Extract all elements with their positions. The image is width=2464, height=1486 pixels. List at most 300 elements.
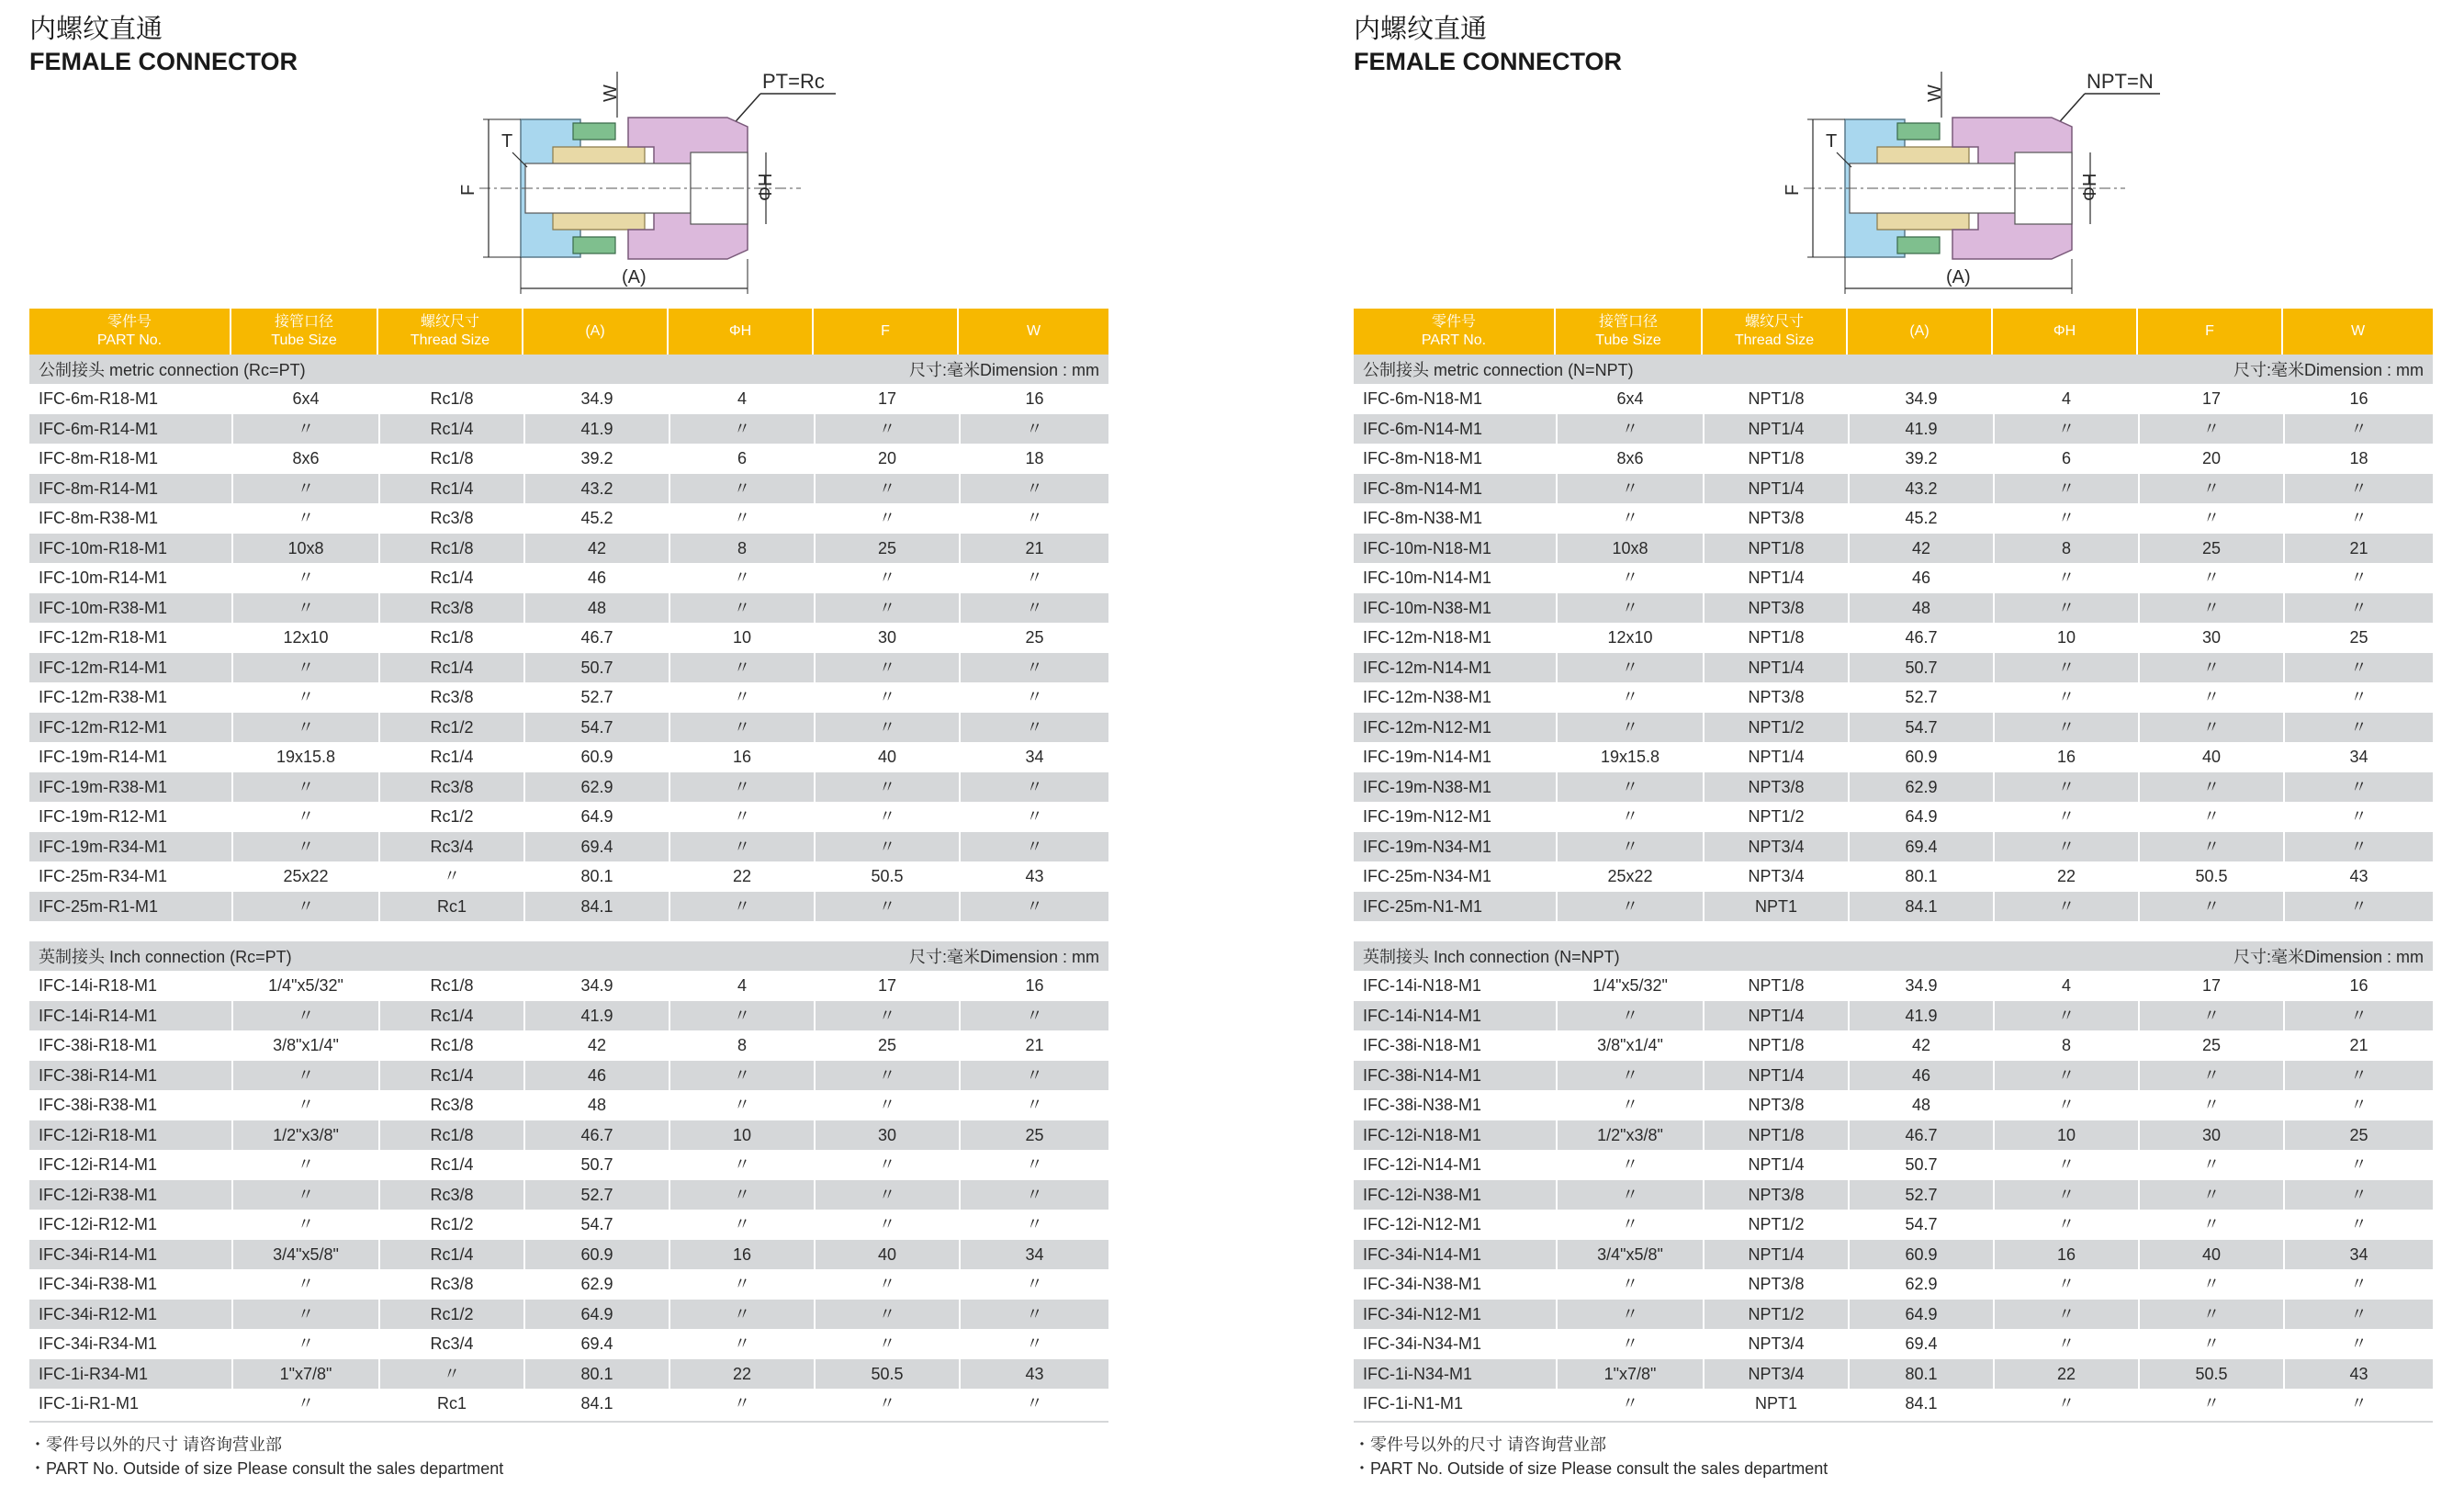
cell-dim-phih: 〃: [669, 1210, 814, 1240]
cell-part-no: IFC-19m-R38-M1: [39, 777, 168, 796]
cell-part-no: IFC-10m-R18-M1: [39, 538, 168, 557]
cell-dim-a: 84.1: [1848, 1389, 1993, 1419]
cell-dim-w: 34: [2283, 742, 2433, 772]
section-gap: [1354, 921, 2433, 941]
cell-dim-f: 〃: [814, 802, 959, 832]
cell-dim-phih: 〃: [1993, 713, 2138, 743]
table-row: [1354, 1389, 2433, 1419]
cell-part-no: IFC-12m-N12-M1: [1363, 717, 1492, 737]
cell-dim-phih: 〃: [669, 892, 814, 922]
cell-dim-phih: 〃: [669, 682, 814, 713]
column-header-en: Tube Size: [271, 332, 337, 348]
cell-tube-size: 〃: [231, 1210, 378, 1240]
cell-dim-a: 46: [1848, 1061, 1993, 1091]
cell-tube-size: 8x6: [231, 444, 378, 474]
cell-tube-size: 〃: [1556, 802, 1703, 832]
cell-tube-size: 10x8: [1556, 534, 1703, 564]
cell-part-no: IFC-8m-R18-M1: [39, 449, 159, 467]
section-header: [1354, 355, 2433, 384]
cell-dim-phih: 〃: [669, 593, 814, 624]
cell-dim-phih: 〃: [669, 503, 814, 534]
cell-thread-size: NPT1/2: [1703, 1300, 1848, 1330]
cell-dim-phih: 4: [669, 384, 814, 414]
section-header: [29, 941, 1108, 971]
cell-dim-a: 42: [1848, 534, 1993, 564]
cell-tube-size: 19x15.8: [231, 742, 378, 772]
cell-dim-w: 43: [959, 861, 1108, 892]
cell-part-no: IFC-12i-N38-M1: [1363, 1185, 1482, 1204]
cell-dim-w: 〃: [959, 1269, 1108, 1300]
table-row: [29, 1389, 1108, 1419]
cell-dim-phih: 〃: [669, 414, 814, 445]
cell-dim-w: 16: [2283, 971, 2433, 1001]
cell-dim-w: 43: [959, 1359, 1108, 1390]
column-header-en: Tube Size: [1595, 332, 1661, 348]
cell-dim-a: 41.9: [1848, 1001, 1993, 1031]
cell-tube-size: 〃: [1556, 414, 1703, 445]
cell-dim-a: 46.7: [1848, 1120, 1993, 1151]
cell-thread-size: NPT1/4: [1703, 1061, 1848, 1091]
cell-dim-phih: 6: [669, 444, 814, 474]
cell-thread-size: NPT3/8: [1703, 503, 1848, 534]
cell-dim-a: 41.9: [523, 414, 669, 445]
cell-dim-a: 48: [523, 1090, 669, 1120]
cell-tube-size: 3/8"x1/4": [231, 1030, 378, 1061]
cell-tube-size: 〃: [1556, 832, 1703, 862]
cell-dim-phih: 16: [1993, 742, 2138, 772]
table-row: [1354, 861, 2433, 892]
column-header-cn: 螺纹尺寸: [1744, 314, 1804, 330]
cell-tube-size: 6x4: [231, 384, 378, 414]
column-header-cn: ΦH: [2053, 323, 2076, 339]
cell-dim-w: 〃: [2283, 1180, 2433, 1210]
cell-dim-w: 〃: [959, 414, 1108, 445]
table-row: [1354, 474, 2433, 504]
table-row: [29, 802, 1108, 832]
cell-thread-size: Rc1: [378, 892, 523, 922]
grip-ring-top: [573, 123, 615, 140]
cell-thread-size: NPT1/8: [1703, 444, 1848, 474]
table-row: [29, 832, 1108, 862]
cell-part-no: IFC-12m-R14-M1: [39, 658, 168, 677]
cell-tube-size: 〃: [1556, 713, 1703, 743]
column-header-thread-size: [378, 309, 523, 355]
table-row: [1354, 593, 2433, 624]
page-title-en: FEMALE CONNECTOR: [1354, 48, 1623, 75]
cell-part-no: IFC-14i-R18-M1: [39, 976, 158, 995]
cell-part-no: IFC-6m-N14-M1: [1363, 419, 1483, 438]
cell-dim-a: 46: [523, 1061, 669, 1091]
section-unit: 尺寸:毫米Dimension : mm: [2233, 948, 2424, 966]
cell-dim-phih: 〃: [1993, 1210, 2138, 1240]
cell-dim-w: 〃: [959, 1090, 1108, 1120]
column-header-tube-size: [1556, 309, 1703, 355]
cell-tube-size: 〃: [231, 832, 378, 862]
table-row: [1354, 772, 2433, 803]
cell-part-no: IFC-12i-N18-M1: [1363, 1125, 1482, 1144]
cell-part-no: IFC-14i-N18-M1: [1363, 976, 1482, 995]
cell-part-no: IFC-12i-R38-M1: [39, 1185, 158, 1204]
cell-dim-a: 39.2: [523, 444, 669, 474]
cell-dim-phih: 〃: [669, 832, 814, 862]
cell-dim-f: 〃: [814, 593, 959, 624]
cell-dim-a: 52.7: [1848, 1180, 1993, 1210]
cell-dim-phih: 10: [1993, 1120, 2138, 1151]
cell-dim-f: 〃: [2138, 1150, 2283, 1180]
table-row: [29, 623, 1108, 653]
cell-dim-w: 34: [959, 1240, 1108, 1270]
cell-thread-size: Rc3/8: [378, 772, 523, 803]
cell-dim-a: 52.7: [523, 1180, 669, 1210]
cell-dim-w: 〃: [2283, 1300, 2433, 1330]
cell-dim-f: 50.5: [2138, 1359, 2283, 1390]
cell-thread-size: Rc3/4: [378, 832, 523, 862]
cell-tube-size: 1"x7/8": [231, 1359, 378, 1390]
cell-tube-size: 〃: [1556, 1389, 1703, 1419]
table-row: [29, 1030, 1108, 1061]
table-row: [1354, 713, 2433, 743]
cell-dim-f: 〃: [2138, 1180, 2283, 1210]
connector-cross-section-drawing: [424, 62, 847, 297]
cell-tube-size: 〃: [231, 1090, 378, 1120]
cell-dim-a: 46.7: [523, 1120, 669, 1151]
cell-part-no: IFC-34i-N38-M1: [1363, 1275, 1482, 1293]
cell-dim-a: 45.2: [523, 503, 669, 534]
cell-dim-phih: 〃: [669, 474, 814, 504]
cell-dim-f: 25: [814, 1030, 959, 1061]
cell-dim-w: 〃: [959, 1150, 1108, 1180]
cell-part-no: IFC-1i-N1-M1: [1363, 1394, 1464, 1413]
table-row: [29, 563, 1108, 593]
column-header-cn: ΦH: [728, 323, 752, 339]
cell-dim-a: 34.9: [523, 384, 669, 414]
cell-dim-a: 43.2: [1848, 474, 1993, 504]
cell-dim-w: 25: [2283, 623, 2433, 653]
table-row: [29, 414, 1108, 445]
cell-thread-size: NPT1: [1703, 1389, 1848, 1419]
table-row: [29, 593, 1108, 624]
cell-dim-w: 〃: [2283, 1061, 2433, 1091]
cell-dim-f: 〃: [814, 1090, 959, 1120]
cell-thread-size: Rc1/8: [378, 1120, 523, 1151]
table-row: [1354, 1030, 2433, 1061]
cell-tube-size: 〃: [1556, 1210, 1703, 1240]
column-header-dim-w: [2283, 309, 2433, 355]
table-row: [29, 503, 1108, 534]
cell-dim-f: 30: [2138, 623, 2283, 653]
cell-dim-phih: 22: [1993, 861, 2138, 892]
cell-part-no: IFC-8m-R38-M1: [39, 509, 159, 527]
section-header: [1354, 941, 2433, 971]
cell-dim-f: 〃: [2138, 1210, 2283, 1240]
cell-dim-w: 〃: [959, 1300, 1108, 1330]
cell-part-no: IFC-6m-R14-M1: [39, 419, 159, 438]
cell-dim-f: 〃: [2138, 1329, 2283, 1359]
table-row: [1354, 892, 2433, 922]
cell-dim-phih: 〃: [1993, 802, 2138, 832]
table-header: [1354, 309, 2433, 355]
cell-thread-size: Rc3/8: [378, 503, 523, 534]
cell-dim-phih: 4: [1993, 971, 2138, 1001]
column-header-dim-phih: [669, 309, 814, 355]
cell-dim-a: 48: [523, 593, 669, 624]
cell-dim-phih: 〃: [669, 1090, 814, 1120]
cell-part-no: IFC-6m-N18-M1: [1363, 389, 1483, 408]
cell-thread-size: Rc1/8: [378, 1030, 523, 1061]
table-row: [29, 1090, 1108, 1120]
cell-dim-phih: 8: [1993, 1030, 2138, 1061]
cell-tube-size: 1/4"x5/32": [231, 971, 378, 1001]
cell-dim-f: 〃: [2138, 563, 2283, 593]
cell-part-no: IFC-1i-R34-M1: [39, 1364, 149, 1383]
cell-dim-w: 16: [959, 384, 1108, 414]
cell-part-no: IFC-19m-R14-M1: [39, 748, 168, 766]
cell-dim-f: 30: [2138, 1120, 2283, 1151]
cell-dim-a: 80.1: [523, 861, 669, 892]
cell-dim-f: 〃: [814, 1210, 959, 1240]
cell-tube-size: 〃: [231, 474, 378, 504]
cell-dim-f: 25: [814, 534, 959, 564]
cell-dim-w: 〃: [2283, 772, 2433, 803]
cell-part-no: IFC-38i-R14-M1: [39, 1065, 158, 1085]
cell-dim-a: 62.9: [523, 772, 669, 803]
cell-dim-a: 80.1: [1848, 861, 1993, 892]
table-row: [29, 772, 1108, 803]
cell-dim-a: 45.2: [1848, 503, 1993, 534]
cell-dim-w: 〃: [2283, 1269, 2433, 1300]
table-row: [1354, 1210, 2433, 1240]
cell-dim-a: 62.9: [523, 1269, 669, 1300]
cell-dim-phih: 〃: [669, 1180, 814, 1210]
column-header-en: Thread Size: [410, 332, 490, 348]
dim-phih-label: ΦH: [2080, 173, 2100, 201]
dim-phih-label: ΦH: [756, 173, 776, 201]
cell-dim-f: 〃: [2138, 892, 2283, 922]
table-row: [1354, 1150, 2433, 1180]
cell-thread-size: Rc1/8: [378, 623, 523, 653]
cell-dim-phih: 〃: [1993, 414, 2138, 445]
cell-thread-size: Rc3/4: [378, 1329, 523, 1359]
cell-dim-f: 40: [2138, 1240, 2283, 1270]
cell-thread-size: NPT3/4: [1703, 832, 1848, 862]
cell-dim-w: 〃: [2283, 1150, 2433, 1180]
column-header-cn: F: [881, 323, 890, 339]
cell-dim-w: 〃: [959, 1329, 1108, 1359]
section-title: 英制接头 Inch connection (N=NPT): [1363, 948, 1620, 966]
table-sections: [1354, 355, 2433, 1419]
cell-dim-f: 〃: [814, 1001, 959, 1031]
cell-dim-w: 34: [2283, 1240, 2433, 1270]
column-header-tube-size: [231, 309, 378, 355]
cell-dim-a: 84.1: [523, 892, 669, 922]
cell-tube-size: 19x15.8: [1556, 742, 1703, 772]
column-header-cn: F: [2205, 323, 2214, 339]
table-row: [29, 1300, 1108, 1330]
cell-thread-size: NPT1/4: [1703, 563, 1848, 593]
cell-part-no: IFC-8m-R14-M1: [39, 478, 159, 498]
cell-dim-phih: 〃: [1993, 1061, 2138, 1091]
cell-dim-w: 〃: [2283, 414, 2433, 445]
table-row: [29, 1180, 1108, 1210]
table-row: [29, 1120, 1108, 1151]
cell-thread-size: Rc1/4: [378, 653, 523, 683]
cell-tube-size: 〃: [231, 1180, 378, 1210]
cell-tube-size: 1"x7/8": [1556, 1359, 1703, 1390]
cell-tube-size: 〃: [1556, 1150, 1703, 1180]
cell-dim-a: 46.7: [523, 623, 669, 653]
cell-dim-phih: 〃: [1993, 682, 2138, 713]
cell-dim-w: 〃: [959, 474, 1108, 504]
cell-part-no: IFC-19m-N12-M1: [1363, 807, 1492, 826]
cell-dim-f: 〃: [814, 1269, 959, 1300]
table-row: [29, 682, 1108, 713]
thread-label: NPT=N: [2087, 70, 2154, 93]
table-row: [29, 1061, 1108, 1091]
cell-tube-size: 〃: [231, 802, 378, 832]
cell-dim-w: 〃: [2283, 1001, 2433, 1031]
cell-dim-phih: 〃: [1993, 1180, 2138, 1210]
cell-dim-w: 〃: [959, 713, 1108, 743]
table-row: [29, 713, 1108, 743]
cell-thread-size: Rc1/4: [378, 1061, 523, 1091]
cell-part-no: IFC-12i-N12-M1: [1363, 1215, 1482, 1233]
cell-part-no: IFC-34i-N12-M1: [1363, 1304, 1482, 1323]
column-header-dim-a: [1848, 309, 1993, 355]
cell-part-no: IFC-12m-R12-M1: [39, 717, 168, 737]
cell-dim-w: 21: [959, 534, 1108, 564]
cell-dim-f: 〃: [2138, 772, 2283, 803]
cell-part-no: IFC-6m-R18-M1: [39, 389, 159, 408]
cell-dim-a: 69.4: [523, 1329, 669, 1359]
cell-part-no: IFC-38i-N18-M1: [1363, 1036, 1482, 1054]
cell-part-no: IFC-10m-R14-M1: [39, 569, 168, 587]
cell-dim-w: 〃: [959, 802, 1108, 832]
cell-dim-f: 20: [2138, 444, 2283, 474]
cell-thread-size: NPT1/8: [1703, 1030, 1848, 1061]
cell-dim-w: 〃: [959, 1210, 1108, 1240]
cell-tube-size: 〃: [1556, 1090, 1703, 1120]
table-row: [1354, 623, 2433, 653]
cell-dim-a: 48: [1848, 1090, 1993, 1120]
cell-tube-size: 〃: [231, 772, 378, 803]
cell-part-no: IFC-12m-R38-M1: [39, 688, 168, 706]
cell-part-no: IFC-19m-N14-M1: [1363, 748, 1492, 766]
cell-thread-size: NPT1/4: [1703, 474, 1848, 504]
cell-tube-size: 〃: [1556, 1329, 1703, 1359]
cell-dim-f: 40: [814, 1240, 959, 1270]
cell-tube-size: 〃: [231, 1150, 378, 1180]
cell-dim-a: 46: [523, 563, 669, 593]
cell-dim-w: 〃: [959, 1061, 1108, 1091]
cell-dim-phih: 22: [1993, 1359, 2138, 1390]
column-header-dim-w: [959, 309, 1108, 355]
cell-dim-w: 〃: [2283, 503, 2433, 534]
cell-dim-f: 〃: [814, 1180, 959, 1210]
cell-part-no: IFC-12i-N14-M1: [1363, 1155, 1482, 1174]
cell-dim-w: 21: [2283, 1030, 2433, 1061]
connector-drawing: [1749, 62, 2171, 297]
cell-dim-f: 〃: [814, 1150, 959, 1180]
cell-part-no: IFC-12i-R18-M1: [39, 1125, 158, 1144]
cell-dim-f: 〃: [2138, 832, 2283, 862]
column-header-part-no: [1354, 309, 1556, 355]
cell-tube-size: 25x22: [231, 861, 378, 892]
cell-dim-w: 16: [2283, 384, 2433, 414]
cell-tube-size: 1/2"x3/8": [231, 1120, 378, 1151]
cell-dim-f: 〃: [2138, 682, 2283, 713]
spec-table: [29, 309, 1108, 1423]
cell-thread-size: 〃: [378, 1359, 523, 1390]
table-row: [1354, 1180, 2433, 1210]
grip-ring-top: [1897, 123, 1940, 140]
cell-part-no: IFC-25m-R1-M1: [39, 896, 159, 916]
cell-dim-f: 20: [814, 444, 959, 474]
cell-dim-phih: 〃: [669, 1061, 814, 1091]
grip-ring-bottom: [1897, 237, 1940, 253]
cell-dim-a: 41.9: [523, 1001, 669, 1031]
cell-tube-size: 3/4"x5/8": [231, 1240, 378, 1270]
cell-dim-w: 〃: [2283, 802, 2433, 832]
cell-thread-size: NPT3/8: [1703, 1180, 1848, 1210]
cell-dim-phih: 〃: [1993, 1300, 2138, 1330]
cell-dim-phih: 4: [1993, 384, 2138, 414]
cell-dim-phih: 10: [669, 1120, 814, 1151]
footnotes: [29, 1433, 503, 1480]
column-header-cn: 接管口径: [1598, 314, 1658, 330]
cell-dim-a: 69.4: [1848, 832, 1993, 862]
cell-dim-a: 54.7: [523, 1210, 669, 1240]
cell-dim-w: 18: [2283, 444, 2433, 474]
cell-tube-size: 1/2"x3/8": [1556, 1120, 1703, 1151]
cell-tube-size: 12x10: [1556, 623, 1703, 653]
cell-dim-a: 42: [523, 534, 669, 564]
cell-dim-f: 〃: [814, 713, 959, 743]
cell-dim-w: 〃: [2283, 1210, 2433, 1240]
column-header-cn: (A): [585, 323, 605, 339]
cell-dim-w: 〃: [2283, 563, 2433, 593]
cell-dim-phih: 8: [669, 534, 814, 564]
cell-dim-f: 〃: [2138, 414, 2283, 445]
table-header: [29, 309, 1108, 355]
table-row: [1354, 534, 2433, 564]
cell-dim-f: 17: [2138, 971, 2283, 1001]
cell-dim-phih: 〃: [1993, 772, 2138, 803]
page-title-cn: 内螺纹直通: [1354, 15, 1488, 44]
cell-dim-w: 〃: [959, 593, 1108, 624]
cell-dim-f: 〃: [2138, 713, 2283, 743]
cell-part-no: IFC-12i-R14-M1: [39, 1155, 158, 1174]
cell-dim-f: 40: [814, 742, 959, 772]
cell-dim-phih: 〃: [1993, 1269, 2138, 1300]
cell-dim-a: 50.7: [1848, 1150, 1993, 1180]
cell-part-no: IFC-19m-N34-M1: [1363, 837, 1492, 856]
column-header-en: PART No.: [96, 332, 163, 348]
cell-part-no: IFC-12m-R18-M1: [39, 628, 168, 647]
cell-part-no: IFC-8m-N38-M1: [1363, 509, 1483, 527]
cell-thread-size: Rc1/2: [378, 1300, 523, 1330]
table-row: [1354, 444, 2433, 474]
cell-tube-size: 〃: [1556, 1180, 1703, 1210]
table-row: [29, 1329, 1108, 1359]
cell-thread-size: NPT1/2: [1703, 1210, 1848, 1240]
table-row: [1354, 1061, 2433, 1091]
cell-part-no: IFC-38i-N38-M1: [1363, 1096, 1482, 1114]
cell-dim-f: 17: [2138, 384, 2283, 414]
cell-dim-a: 34.9: [1848, 971, 1993, 1001]
connector-drawing: [424, 62, 847, 297]
cell-thread-size: Rc1: [378, 1389, 523, 1419]
cell-dim-w: 〃: [959, 682, 1108, 713]
